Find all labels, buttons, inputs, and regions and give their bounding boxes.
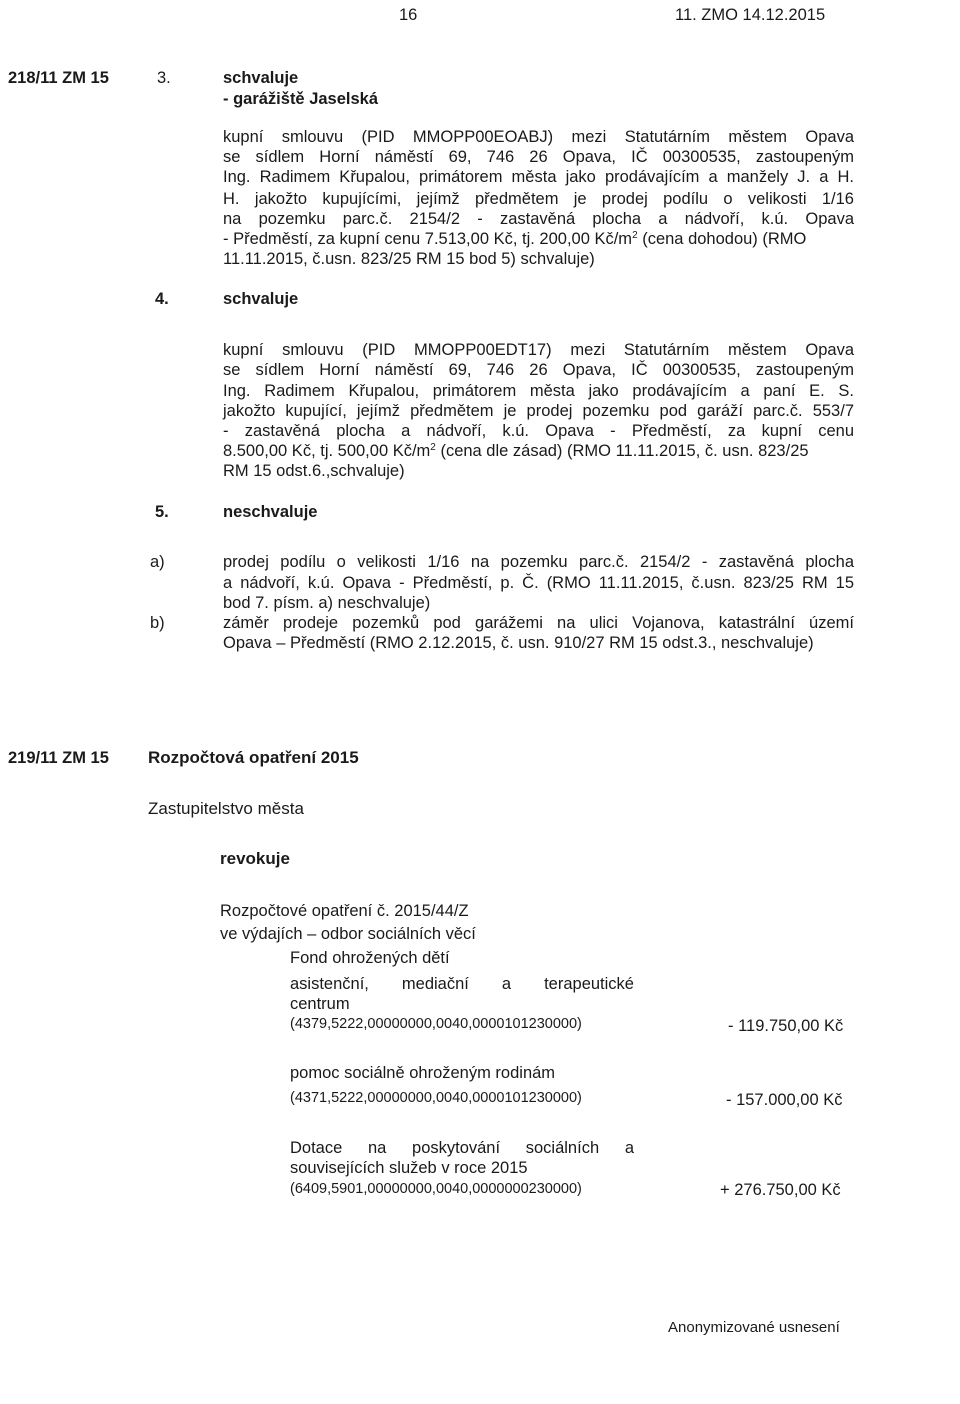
page-number: 16 [399,6,418,24]
item-5b-line: záměr prodeje pozemků pod garážemi na ulici Vojanova, katastrální území [223,614,854,632]
budget-item-amount: + 276.750,00 Kč [720,1181,841,1199]
footer-label: Anonymizované usnesení [668,1319,840,1336]
item-3-subtitle: - garážiště Jaselská [223,90,379,108]
resolution-219-verb: revokuje [220,849,290,868]
item-3-number: 3. [157,69,171,87]
budget-item-amount: - 119.750,00 Kč [728,1017,844,1035]
meeting-label: 11. ZMO 14.12.2015 [675,6,826,24]
item-3-superscript: 2 [632,230,638,241]
item-3-line-end: (cena dohodou) (RMO [637,230,807,248]
item-4-line: RM 15 odst.6.,schvaluje) [223,462,405,480]
item-5-number: 5. [155,503,169,521]
budget-item-name: centrum [290,995,350,1013]
item-5b-line: Opava – Předměstí (RMO 2.12.2015, č. usn. 910/27 RM 15 odst.3., neschvaluje) [223,634,814,652]
item-4-line-end: (cena dle zásad) (RMO 11.11.2015, č. usn. 823/25 [435,442,809,460]
item-5-verb: neschvaluje [223,503,318,521]
budget-item-name: Dotace na poskytování sociálních a [290,1139,634,1157]
resolution-218-id: 218/11 ZM 15 [8,69,109,87]
item-3-line-start: - Předměstí, za kupní cenu 7.513,00 Kč, tj. 200,00 Kč/m [223,230,633,248]
fund-name: Fond ohrožených dětí [290,949,450,967]
item-3-line: H. jakožto kupujícími, jejímž předmětem je prodej podílu o velikosti 1/16 [223,190,854,208]
item-3-line: kupní smlouvu (PID MMOPP00EOABJ) mezi Statutárním městem Opava [223,128,854,146]
budget-item-name: pomoc sociálně ohroženým rodinám [290,1064,556,1082]
budget-item-code: (4371,5222,00000000,0040,0000101230000) [290,1090,582,1106]
item-5a-line: bod 7. písm. a) neschvaluje) [223,594,431,612]
budget-item-code: (6409,5901,00000000,0040,0000000230000) [290,1181,582,1197]
item-3-verb: schvaluje [223,69,299,87]
item-4-verb: schvaluje [223,290,299,308]
item-4-line [223,441,854,462]
item-5a-label: a) [150,553,165,571]
item-3-line: 11.11.2015, č.usn. 823/25 RM 15 bod 5) schvaluje) [223,250,595,268]
item-4-superscript: 2 [430,442,436,453]
budget-item-code: (4379,5222,00000000,0040,0000101230000) [290,1016,582,1032]
item-4-number: 4. [155,290,169,308]
item-4-line: Ing. Radimem Křupalou, primátorem města jako prodávajícím a paní E. S. [223,382,854,400]
budget-item-name: souvisejících služeb v roce 2015 [290,1159,528,1177]
item-3-line [223,229,854,250]
item-4-line: jakožto kupující, jejímž předmětem je prodej pozemku pod garáží parc.č. 553/7 [223,402,854,420]
item-3-line: na pozemku parc.č. 2154/2 - zastavěná plocha a nádvoří, k.ú. Opava [223,210,854,228]
item-3-line: Ing. Radimem Křupalou, primátorem města jako prodávajícím a manžely J. a H. [223,168,854,186]
item-4-line-start: 8.500,00 Kč, tj. 500,00 Kč/m [223,442,431,460]
item-4-line: - zastavěná plocha a nádvoří, k.ú. Opava - Předměstí, za kupní cenu [223,422,854,440]
budget-item-amount: - 157.000,00 Kč [726,1091,843,1109]
resolution-219-title: Rozpočtová opatření 2015 [148,748,359,767]
item-5a-line: a nádvoří, k.ú. Opava - Předměstí, p. Č. (RMO 11.11.2015, č.usn. 823/25 RM 15 [223,574,854,592]
budget-item-name: asistenční, mediační a terapeutické [290,975,634,993]
resolution-219-id: 219/11 ZM 15 [8,749,109,767]
budget-section: ve výdajích – odbor sociálních věcí [220,925,476,943]
item-4-line: kupní smlouvu (PID MMOPP00EDT17) mezi Statutárním městem Opava [223,341,854,359]
resolution-219-body: Zastupitelstvo města [148,799,304,818]
item-4-line: se sídlem Horní náměstí 69, 746 26 Opava, IČ 00300535, zastoupeným [223,361,854,379]
item-5a-line: prodej podílu o velikosti 1/16 na pozemku parc.č. 2154/2 - zastavěná plocha [223,553,854,571]
item-3-line: se sídlem Horní náměstí 69, 746 26 Opava, IČ 00300535, zastoupeným [223,148,854,166]
budget-measure: Rozpočtové opatření č. 2015/44/Z [220,902,469,920]
item-5b-label: b) [150,614,165,632]
